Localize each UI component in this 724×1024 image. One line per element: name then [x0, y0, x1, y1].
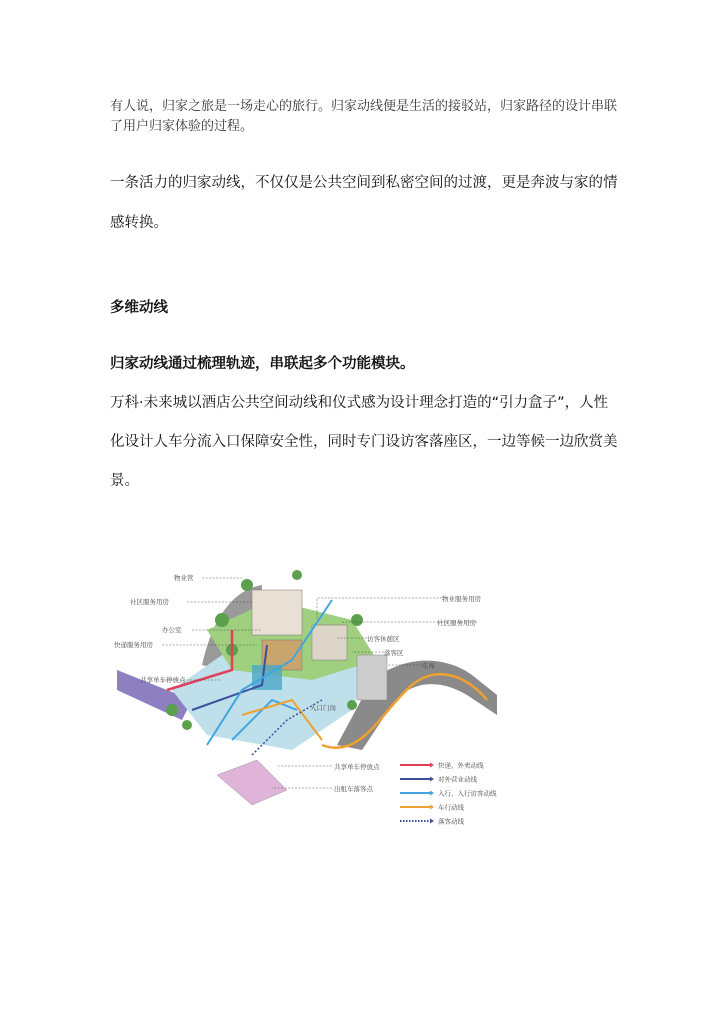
building-a — [252, 590, 302, 635]
legend-label-3: 车行动线 — [438, 803, 464, 812]
legend — [400, 761, 497, 826]
diagram-svg — [112, 560, 512, 835]
legend-arrow-0 — [430, 763, 434, 768]
label-r1: 物业服务用房 — [442, 595, 481, 603]
label-l1: 物业管 — [174, 574, 194, 582]
body-paragraph: 万科·未来城以酒店公共空间动线和仪式感为设计理念打造的“引力盒子”，人性化设计人车分流入口保障安全性，同时专门设访客落座区，一边等候一边欣赏美景。 — [110, 395, 618, 489]
subheading: 归家动线通过梳理轨迹，串联起多个功能模块。 — [110, 356, 415, 372]
label-l4: 快递服务用房 — [114, 641, 153, 649]
legend-arrow-1 — [430, 777, 434, 782]
label-r2: 社区服务用房 — [437, 619, 476, 627]
label-l3: 办公室 — [162, 626, 182, 634]
lead-paragraph: 一条活力的归家动线，不仅仅是公共空间到私密空间的过渡，更是奔波与家的情感转换。 — [110, 175, 618, 231]
label-r3: 访客休憩区 — [367, 635, 400, 643]
pink-plaza — [217, 760, 287, 805]
section-title: 多维动线 — [110, 300, 168, 316]
label-l5: 共享单车停放点 — [140, 676, 186, 684]
circulation-diagram — [112, 560, 512, 835]
label-b1: 共享单车停放点 — [334, 763, 380, 771]
label-m1: 入口门岗 — [310, 704, 336, 712]
label-l2: 社区服务用房 — [130, 598, 169, 606]
legend-label-4: 落客动线 — [438, 817, 464, 826]
label-b2: 出租车落客点 — [334, 785, 373, 793]
label-r5: 车库 — [422, 662, 435, 670]
building-b — [312, 625, 347, 660]
legend-label-0: 快递、外卖动线 — [438, 761, 484, 770]
intro-paragraph: 有人说，归家之旅是一场走心的旅行。归家动线便是生活的接驳站，归家路径的设计串联了用户归家体验的过程。 — [110, 99, 618, 134]
legend-arrow-2 — [430, 791, 434, 796]
label-r4: 落客区 — [384, 649, 404, 657]
legend-label-1: 对外营业动线 — [438, 775, 477, 784]
legend-arrow-4 — [430, 819, 434, 824]
legend-label-2: 入行、入行访客动线 — [438, 789, 497, 798]
legend-arrow-3 — [430, 805, 434, 810]
garage-box — [357, 655, 387, 700]
